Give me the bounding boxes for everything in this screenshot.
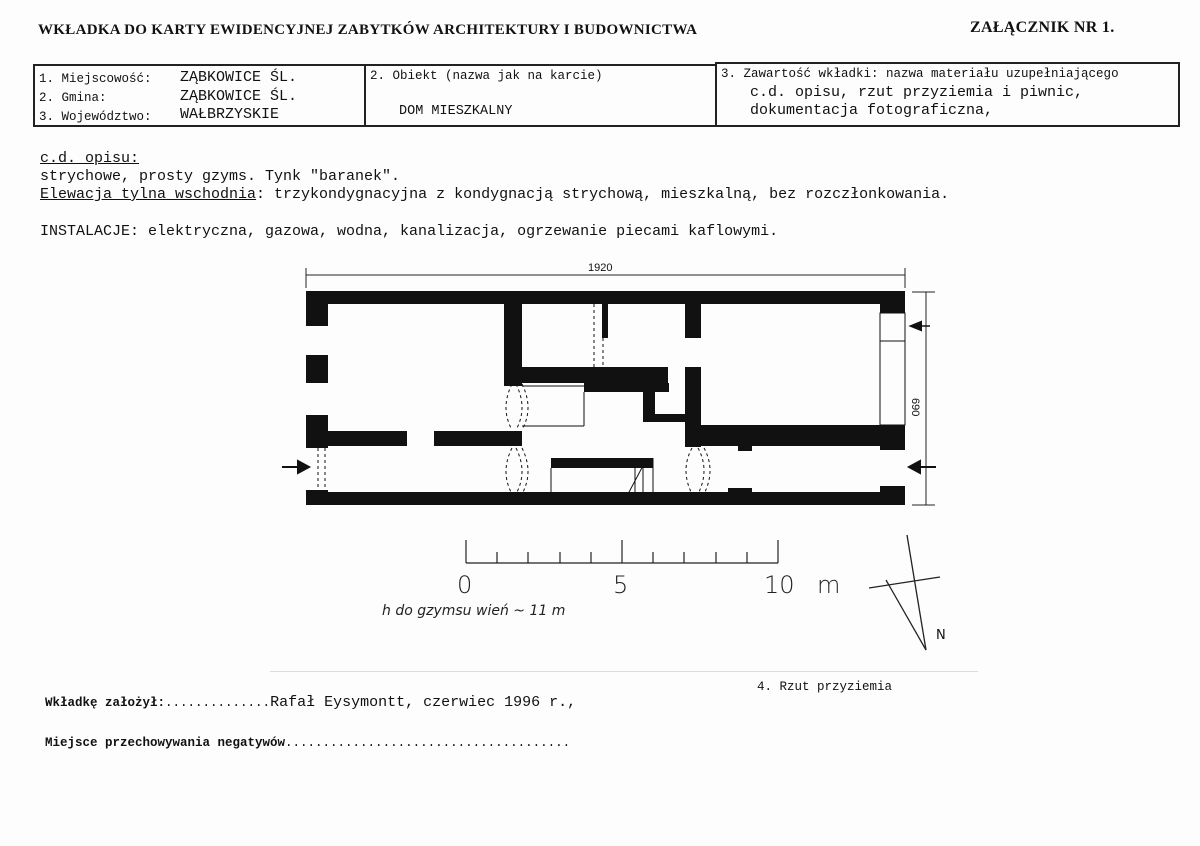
scale-label-5: 5 xyxy=(613,571,629,599)
object-label: 2. Obiekt (nazwa jak na karcie) xyxy=(370,69,603,83)
content-line-2: dokumentacja fotograficzna, xyxy=(750,102,994,119)
author-dots: .............. xyxy=(165,696,271,710)
author-line xyxy=(45,693,576,711)
locality-label: 1. Miejscowość: xyxy=(39,72,152,86)
storage-line xyxy=(45,733,570,751)
scale-label-unit: m xyxy=(817,571,841,599)
north-label: N xyxy=(936,628,946,643)
scale-label-0: 0 xyxy=(457,571,473,599)
author-label: Wkładkę założył: xyxy=(45,696,166,710)
plan-caption: 4. Rzut przyziemia xyxy=(757,680,893,694)
installations-line: INSTALACJE: elektryczna, gazowa, wodna, kanalizacja, ogrzewanie piecami kaflowymi. xyxy=(40,223,779,240)
content-line-1: c.d. opisu, rzut przyziemia i piwnic, xyxy=(750,84,1084,101)
commune-label: 2. Gmina: xyxy=(39,91,107,105)
height-note: h do gzymsu wień ~ 11 m xyxy=(382,603,566,619)
author-value: Rafał Eysymontt, czerwiec 1996 r., xyxy=(270,694,577,711)
width-dimension: 1920 xyxy=(588,262,613,274)
scale-label-10: 10 xyxy=(764,571,795,599)
plan-walls xyxy=(306,291,905,505)
north-arrow-icon xyxy=(869,535,940,650)
voivodeship-label: 3. Województwo: xyxy=(39,110,152,124)
description-heading: c.d. opisu: xyxy=(40,150,140,167)
annex-label: ZAŁĄCZNIK NR 1. xyxy=(970,19,1115,36)
entrance-arrows xyxy=(282,322,936,473)
document-title: WKŁADKA DO KARTY EWIDENCYJNEJ ZABYTKÓW ARCHITEKTURY I BUDOWNICTWA xyxy=(38,22,698,38)
elevation-text: : trzykondygnacyjna z kondygnacją strychową, mieszkalną, bez rozczłonkowania. xyxy=(256,186,950,203)
elevation-label: Elewacja tylna wschodnia xyxy=(40,186,257,203)
voivodeship-value: WAŁBRZYSKIE xyxy=(180,106,280,123)
commune-value: ZĄBKOWICE ŚL. xyxy=(180,88,298,105)
object-value: DOM MIESZKALNY xyxy=(399,104,513,119)
scale-bar xyxy=(466,540,778,563)
storage-dots: ...................................... xyxy=(285,736,571,750)
description-line-1: strychowe, prosty gzyms. Tynk "baranek". xyxy=(40,168,401,185)
plan-frame-line xyxy=(270,671,978,672)
depth-dimension: 690 xyxy=(909,398,921,417)
locality-value: ZĄBKOWICE ŚL. xyxy=(180,69,298,86)
storage-label: Miejsce przechowywania negatywów xyxy=(45,736,286,750)
content-label: 3. Zawartość wkładki: nazwa materiału uzupełniającego xyxy=(721,67,1119,81)
